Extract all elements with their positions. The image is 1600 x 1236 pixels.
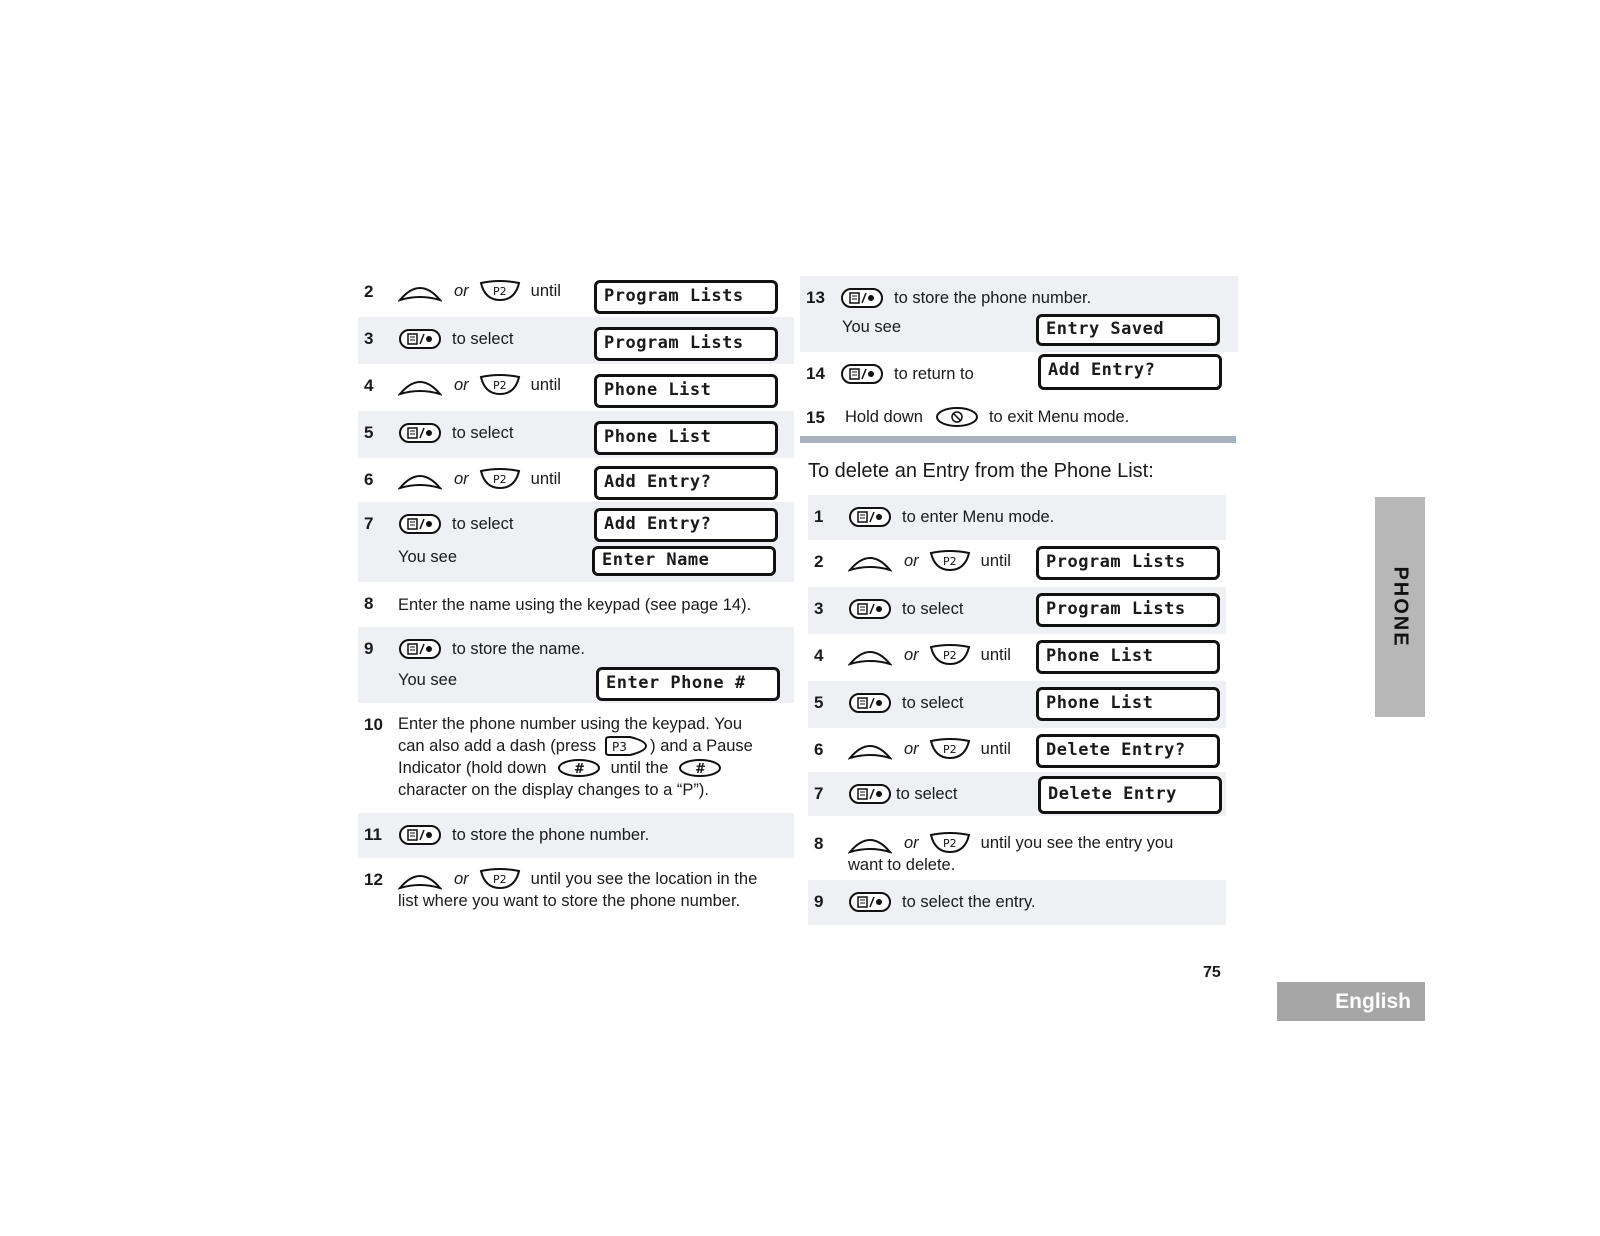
step-number: 6 — [814, 740, 824, 759]
menu-key-icon — [848, 890, 892, 914]
svg-text:P2: P2 — [942, 555, 957, 568]
display-phone-list: Phone List — [1036, 640, 1220, 674]
menu-key-icon — [398, 823, 442, 847]
svg-text:#: # — [695, 762, 707, 777]
step-number: 9 — [364, 639, 374, 658]
left-step-8 — [358, 582, 794, 627]
delete-step-9 — [808, 880, 1226, 925]
pound-key-icon — [678, 758, 722, 778]
scroll-up-key-icon — [398, 280, 442, 302]
svg-text:P2: P2 — [942, 649, 957, 662]
scroll-up-key-icon — [848, 644, 892, 666]
phone-section-tab-label: PHONE — [1389, 566, 1412, 648]
step-text: until — [980, 551, 1011, 570]
step-number: 14 — [806, 364, 825, 383]
menu-key-icon — [398, 512, 442, 536]
svg-text:P2: P2 — [492, 873, 507, 886]
delete-step-2 — [808, 540, 1226, 587]
step-text: until — [980, 739, 1011, 758]
scroll-up-key-icon — [848, 738, 892, 760]
or-label: or — [454, 869, 469, 888]
step-number: 13 — [806, 288, 825, 307]
step-number: 4 — [814, 646, 824, 665]
step-text: to select — [452, 423, 514, 442]
svg-text:#: # — [573, 762, 585, 777]
step-text: to select — [896, 784, 958, 803]
display-phone-list: Phone List — [594, 374, 778, 408]
svg-text:P2: P2 — [942, 837, 957, 850]
left-step-5 — [358, 411, 794, 458]
step-number: 7 — [364, 514, 374, 533]
step-text-pre: Hold down — [845, 407, 923, 426]
menu-key-icon — [398, 327, 442, 351]
page-number: 75 — [1203, 964, 1221, 981]
step-number: 3 — [814, 599, 824, 618]
or-label: or — [904, 739, 919, 758]
step-text: until — [980, 645, 1011, 664]
left-step-9 — [358, 627, 794, 703]
svg-text:P3: P3 — [612, 740, 627, 754]
step-number: 10 — [364, 715, 383, 734]
step-text-line-2a: can also add a dash (press — [398, 737, 597, 755]
left-step-12 — [358, 858, 794, 914]
section-divider — [800, 436, 1236, 443]
step-text: to enter Menu mode. — [902, 507, 1055, 526]
display-delete-entry: Delete Entry — [1038, 776, 1222, 814]
display-add-entry: Add Entry? — [594, 466, 778, 500]
scroll-up-key-icon — [398, 868, 442, 890]
right-step-14 — [800, 352, 1238, 396]
or-label: or — [904, 551, 919, 570]
step-number: 3 — [364, 329, 374, 348]
delete-step-1 — [808, 495, 1226, 540]
left-column — [358, 270, 794, 914]
p2-scroll-key-icon — [479, 280, 521, 302]
menu-key-icon — [840, 286, 884, 310]
step-text: to exit Menu mode. — [988, 407, 1130, 426]
scroll-up-key-icon — [398, 374, 442, 396]
scroll-up-key-icon — [848, 832, 892, 854]
or-label: or — [904, 645, 919, 664]
step-text: to store the phone number. — [894, 288, 1092, 307]
step-text: to select the entry. — [902, 892, 1036, 911]
step-text-line-2: want to delete. — [848, 856, 956, 874]
display-enter-name: Enter Name — [592, 546, 776, 576]
left-step-2 — [358, 270, 794, 317]
step-number: 6 — [364, 470, 374, 489]
step-number: 8 — [364, 594, 374, 613]
pound-key-icon — [557, 758, 601, 778]
left-step-10 — [358, 703, 794, 813]
left-step-4 — [358, 364, 794, 411]
display-program-lists: Program Lists — [1036, 546, 1220, 580]
or-label: or — [904, 833, 919, 852]
step-text: to store the phone number. — [452, 825, 650, 844]
svg-text:P2: P2 — [492, 285, 507, 298]
menu-key-icon — [848, 691, 892, 715]
svg-text:P2: P2 — [492, 379, 507, 392]
p2-scroll-key-icon — [479, 374, 521, 396]
delete-step-6 — [808, 728, 1226, 772]
menu-key-icon — [398, 637, 442, 661]
p2-scroll-key-icon — [479, 868, 521, 890]
left-step-11 — [358, 813, 794, 858]
delete-step-4 — [808, 634, 1226, 681]
step-text-line-2b: ) and a Pause — [650, 737, 753, 755]
step-text: until — [530, 469, 561, 488]
p2-scroll-key-icon — [929, 644, 971, 666]
display-phone-list: Phone List — [594, 421, 778, 455]
step-number: 7 — [814, 784, 824, 803]
step-number: 2 — [814, 552, 824, 571]
step-number: 5 — [364, 423, 374, 442]
left-step-6 — [358, 458, 794, 502]
step-text-line-1: Enter the phone number using the keypad. You — [398, 715, 743, 733]
right-step-15 — [800, 396, 1238, 440]
step-text: until you see the entry you — [980, 833, 1174, 852]
step-number: 4 — [364, 376, 374, 395]
step-number: 12 — [364, 870, 383, 889]
scroll-up-key-icon — [848, 550, 892, 572]
step-text-line-3b: until the — [610, 759, 669, 777]
step-text: to select — [452, 514, 514, 533]
you-see-label: You see — [842, 318, 902, 336]
display-enter-phone: Enter Phone # — [596, 667, 780, 701]
delete-step-7 — [808, 772, 1226, 816]
p2-scroll-key-icon — [479, 468, 521, 490]
step-text: to return to — [894, 364, 974, 383]
left-step-7 — [358, 502, 794, 582]
menu-key-icon — [848, 505, 892, 529]
display-add-entry: Add Entry? — [594, 508, 778, 542]
or-label: or — [454, 469, 469, 488]
display-program-lists: Program Lists — [1036, 593, 1220, 627]
step-number: 11 — [364, 825, 382, 844]
delete-step-8 — [808, 816, 1226, 880]
or-label: or — [454, 281, 469, 300]
step-text-line-3a: Indicator (hold down — [398, 759, 547, 777]
or-label: or — [454, 375, 469, 394]
step-number: 9 — [814, 892, 824, 911]
right-column — [808, 276, 1238, 440]
display-phone-list: Phone List — [1036, 687, 1220, 721]
left-step-3 — [358, 317, 794, 364]
scroll-up-key-icon — [398, 468, 442, 490]
p2-scroll-key-icon — [929, 738, 971, 760]
step-text: to select — [902, 599, 964, 618]
step-text: to select — [902, 693, 964, 712]
you-see-label: You see — [398, 671, 458, 689]
p3-key-icon — [604, 735, 648, 757]
display-entry-saved: Entry Saved — [1036, 314, 1220, 346]
step-text: until — [530, 375, 561, 394]
delete-step-5 — [808, 681, 1226, 728]
step-number: 15 — [806, 408, 825, 427]
display-add-entry: Add Entry? — [1038, 354, 1222, 390]
step-text: Enter the name using the keypad (see page 14). — [398, 596, 752, 614]
display-delete-entry-question: Delete Entry? — [1036, 734, 1220, 768]
menu-key-icon — [840, 362, 884, 386]
step-number: 5 — [814, 693, 824, 712]
you-see-label: You see — [398, 548, 458, 566]
delete-steps — [808, 495, 1226, 925]
language-tab: English — [1277, 982, 1425, 1021]
step-text: until you see the location in the — [530, 869, 758, 888]
p2-scroll-key-icon — [929, 550, 971, 572]
display-program-lists: Program Lists — [594, 280, 778, 314]
menu-key-icon — [848, 597, 892, 621]
step-number: 1 — [814, 507, 824, 526]
menu-key-icon — [848, 782, 892, 806]
svg-text:P2: P2 — [942, 743, 957, 756]
step-text-line-2: list where you want to store the phone number. — [398, 892, 741, 910]
step-text: to select — [452, 329, 514, 348]
step-number: 2 — [364, 282, 374, 301]
section-heading: To delete an Entry from the Phone List: — [808, 460, 1154, 482]
right-step-13 — [800, 276, 1238, 352]
step-text-line-4: character on the display changes to a “P”). — [398, 781, 709, 799]
display-program-lists: Program Lists — [594, 327, 778, 361]
menu-key-icon — [398, 421, 442, 445]
p2-scroll-key-icon — [929, 832, 971, 854]
step-text: to store the name. — [452, 639, 585, 658]
delete-step-3 — [808, 587, 1226, 634]
step-text: until — [530, 281, 561, 300]
step-number: 8 — [814, 834, 824, 853]
svg-text:P2: P2 — [492, 473, 507, 486]
end-power-key-icon — [935, 406, 979, 428]
